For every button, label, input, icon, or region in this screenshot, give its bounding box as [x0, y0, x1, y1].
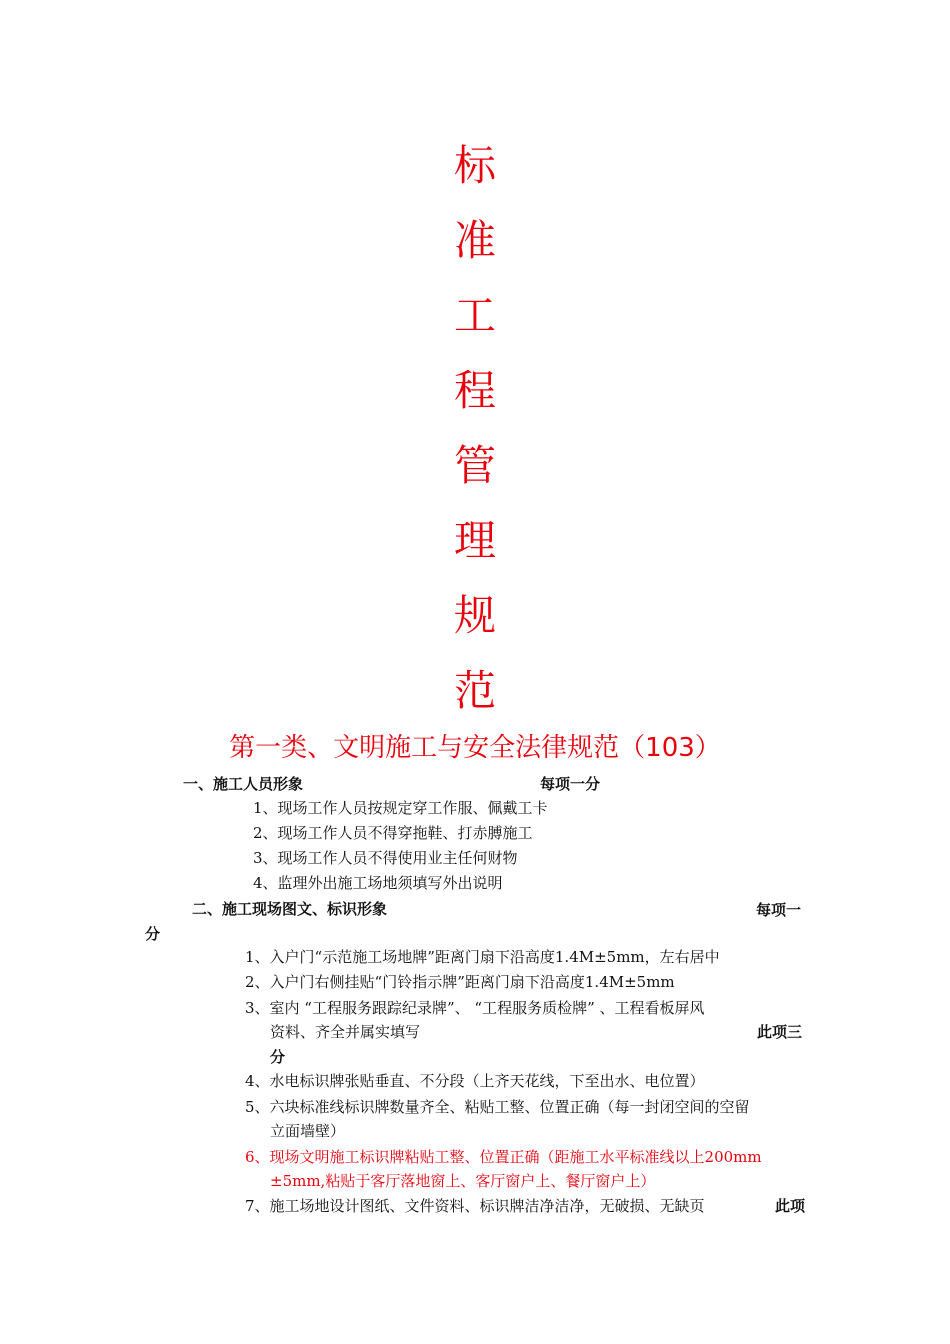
vertical-title: [0, 128, 950, 728]
title-char: 准: [453, 216, 496, 265]
title-char: 管: [453, 441, 496, 490]
list-item: 7、施工场地设计图纸、文件资料、标识牌洁净洁净，无破损、无缺页: [245, 1197, 705, 1215]
list-item: 1、现场工作人员按规定穿工作服、佩戴工卡: [253, 799, 548, 817]
part2-score-wrap: 分: [145, 925, 161, 943]
list-item: 3、室内 “工程服务跟踪纪录牌”、 “工程服务质检牌” 、工程看板屏风: [245, 999, 705, 1017]
list-item: 2、现场工作人员不得穿拖鞋、打赤膊施工: [253, 824, 533, 842]
item3-score-wrap: 分: [270, 1048, 286, 1066]
list-item: 4、监理外出施工场地须填写外出说明: [253, 874, 503, 892]
list-item-highlight-cont: ±5mm,粘贴于客厅落地窗上、客厅窗户上、餐厅窗户上）: [270, 1172, 656, 1190]
list-item: 4、水电标识牌张贴垂直、不分段（上齐天花线，下至出水、电位置）: [245, 1072, 705, 1090]
item7-score: 此项: [775, 1197, 806, 1215]
list-item: 1、入户门“示范施工场地牌”距离门扇下沿高度1.4M±5mm，左右居中: [245, 948, 720, 966]
part1-score: 每项一分: [540, 775, 601, 793]
title-char: 理: [453, 516, 496, 565]
part2-score: 每项一: [756, 901, 802, 919]
title-char: 标: [453, 141, 496, 190]
list-item: 2、入户门右侧挂贴“门铃指示牌”距离门扇下沿高度1.4M±5mm: [245, 973, 675, 991]
list-item-cont: 资料、齐全并属实填写: [270, 1023, 421, 1041]
title-char: 规: [453, 591, 496, 640]
title-char: 程: [453, 366, 496, 415]
list-item: 5、六块标准线标识牌数量齐全、粘贴工整、位置正确（每一封闭空间的空留: [245, 1098, 750, 1116]
title-char: 范: [453, 666, 496, 715]
title-char: 工: [453, 291, 496, 340]
part2-heading: 二、施工现场图文、标识形象: [192, 900, 388, 918]
part1-heading: 一、施工人员形象: [183, 775, 304, 793]
list-item-cont: 立面墙壁）: [270, 1122, 346, 1140]
item3-score: 此项三: [757, 1023, 803, 1041]
list-item: 3、现场工作人员不得使用业主任何财物: [253, 849, 518, 867]
list-item-highlight: 6、现场文明施工标识牌粘贴工整、位置正确（距施工水平标准线以上200mm: [245, 1148, 762, 1166]
section-title: 第一类、文明施工与安全法律规范（103）: [229, 733, 721, 763]
